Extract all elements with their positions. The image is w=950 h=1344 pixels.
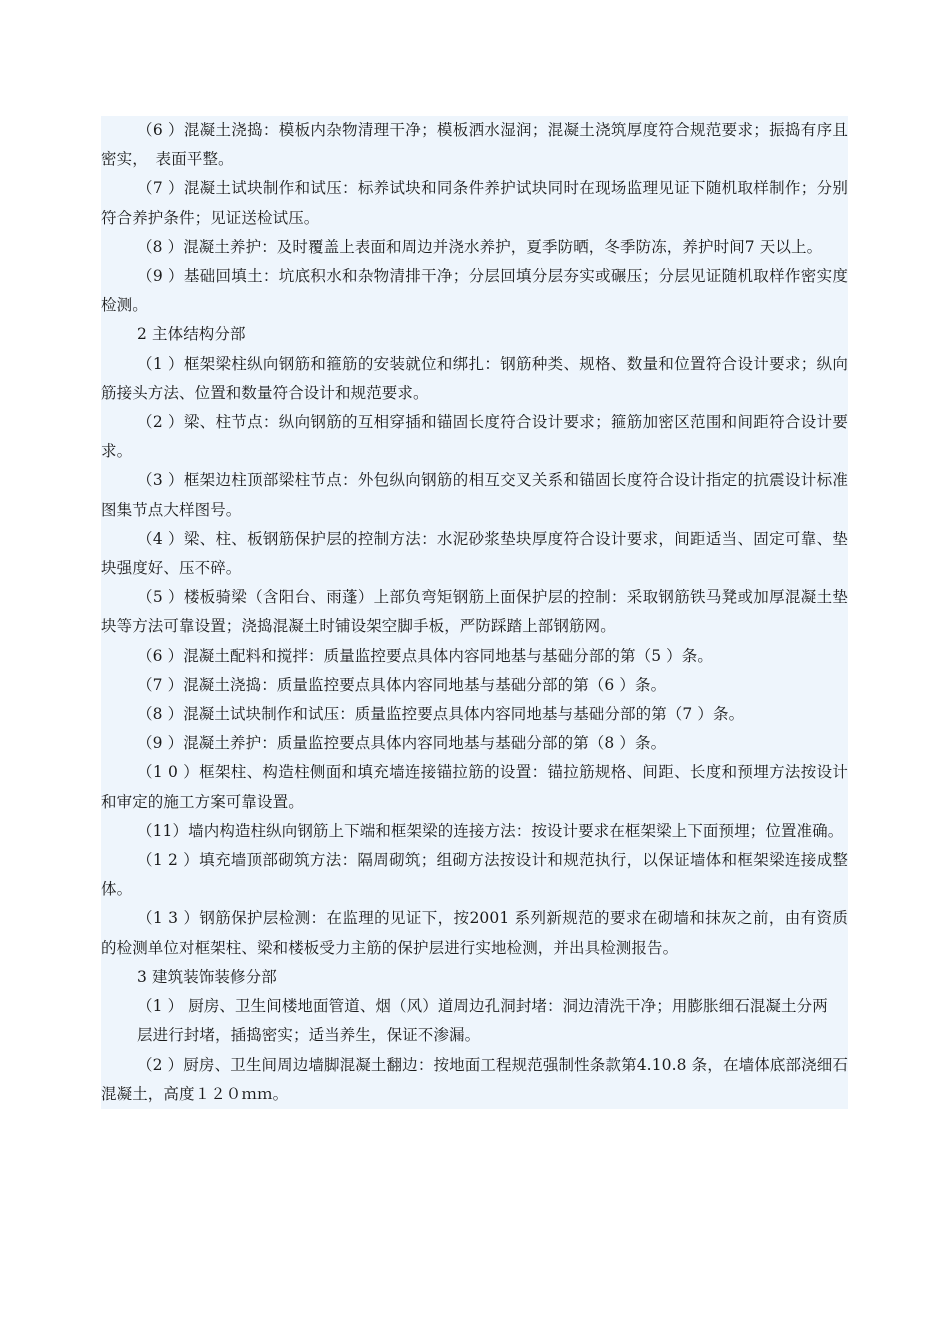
paragraph: （7 ）混凝土试块制作和试压：标养试块和同条件养护试块同时在现场监理见证下随机取样制作；分别符合养护条件；见证送检试压。 <box>101 179 848 227</box>
paragraph: （6 ）混凝土浇捣：模板内杂物清理干净；模板洒水湿润；混凝土浇筑厚度符合规范要求；振捣有序且密实， 表面平整。 <box>101 121 848 169</box>
paragraph: （11）墙内构造柱纵向钢筋上下端和框架梁的连接方法：按设计要求在框架梁上下面预埋；位置准确。 <box>137 821 844 840</box>
paragraph: （5 ）楼板骑梁（含阳台、雨蓬）上部负弯矩钢筋上面保护层的控制：采取钢筋铁马凳或加厚混凝土垫块等方法可靠设置；浇捣混凝土时铺设架空脚手板，严防踩踏上部钢筋网。 <box>101 588 848 636</box>
section-heading: 3 建筑装饰装修分部 <box>137 967 277 986</box>
paragraph: （1 ）框架梁柱纵向钢筋和箍筋的安装就位和绑扎：钢筋种类、规格、数量和位置符合设计要求；纵向筋接头方法、位置和数量符合设计和规范要求。 <box>101 354 848 402</box>
paragraph: （1 3 ）钢筋保护层检测：在监理的见证下，按2001 系列新规范的要求在砌墙和抹灰之前，由有资质的检测单位对框架柱、梁和楼板受力主筋的保护层进行实地检测，并出具检测报告。 <box>101 909 848 957</box>
paragraph: （3 ）框架边柱顶部梁柱节点：外包纵向钢筋的相互交叉关系和锚固长度符合设计指定的抗震设计标准图集节点大样图号。 <box>101 471 848 519</box>
paragraph: （1 ） 厨房、卫生间楼地面管道、烟（风）道周边孔洞封堵：洞边清洗干净；用膨胀细石混凝土分两 <box>137 997 828 1016</box>
paragraph: 层进行封堵，插捣密实；适当养生，保证不渗漏。 <box>137 1026 481 1045</box>
paragraph: （8 ）混凝土试块制作和试压：质量监控要点具体内容同地基与基础分部的第（7 ）条。 <box>137 705 745 724</box>
section-heading: 2 主体结构分部 <box>137 325 246 344</box>
paragraph: （4 ）梁、柱、板钢筋保护层的控制方法：水泥砂浆垫块厚度符合设计要求，间距适当、固定可靠、垫块强度好、压不碎。 <box>101 529 848 578</box>
document-body <box>101 116 848 1109</box>
paragraph: （8 ）混凝土养护：及时覆盖上表面和周边并浇水养护，夏季防晒，冬季防冻，养护时间7 天以上。 <box>137 237 823 256</box>
paragraph: （7 ）混凝土浇捣：质量监控要点具体内容同地基与基础分部的第（6 ）条。 <box>137 675 667 694</box>
paragraph: （9 ）混凝土养护：质量监控要点具体内容同地基与基础分部的第（8 ）条。 <box>137 734 667 753</box>
paragraph: （2 ）厨房、卫生间周边墙脚混凝土翻边：按地面工程规范强制性条款第4.10.8 条，在墙体底部浇细石混凝土，高度１２０ｍｍ。 <box>101 1055 848 1103</box>
paragraph: （1 2 ）填充墙顶部砌筑方法：隔周砌筑；组砌方法按设计和规范执行，以保证墙体和框架梁连接成整体。 <box>101 851 848 899</box>
paragraph: （9 ）基础回填土：坑底积水和杂物清排干净；分层回填分层夯实或碾压；分层见证随机取样作密实度检测。 <box>101 267 848 315</box>
paragraph: （6 ）混凝土配料和搅拌：质量监控要点具体内容同地基与基础分部的第（5 ）条。 <box>137 646 713 665</box>
paragraph: （2 ）梁、柱节点：纵向钢筋的互相穿插和锚固长度符合设计要求；箍筋加密区范围和间距符合设计要求。 <box>101 413 848 461</box>
paragraph: （1 0 ）框架柱、构造柱侧面和填充墙连接锚拉筋的设置：锚拉筋规格、间距、长度和预埋方法按设计和审定的施工方案可靠设置。 <box>101 763 848 811</box>
